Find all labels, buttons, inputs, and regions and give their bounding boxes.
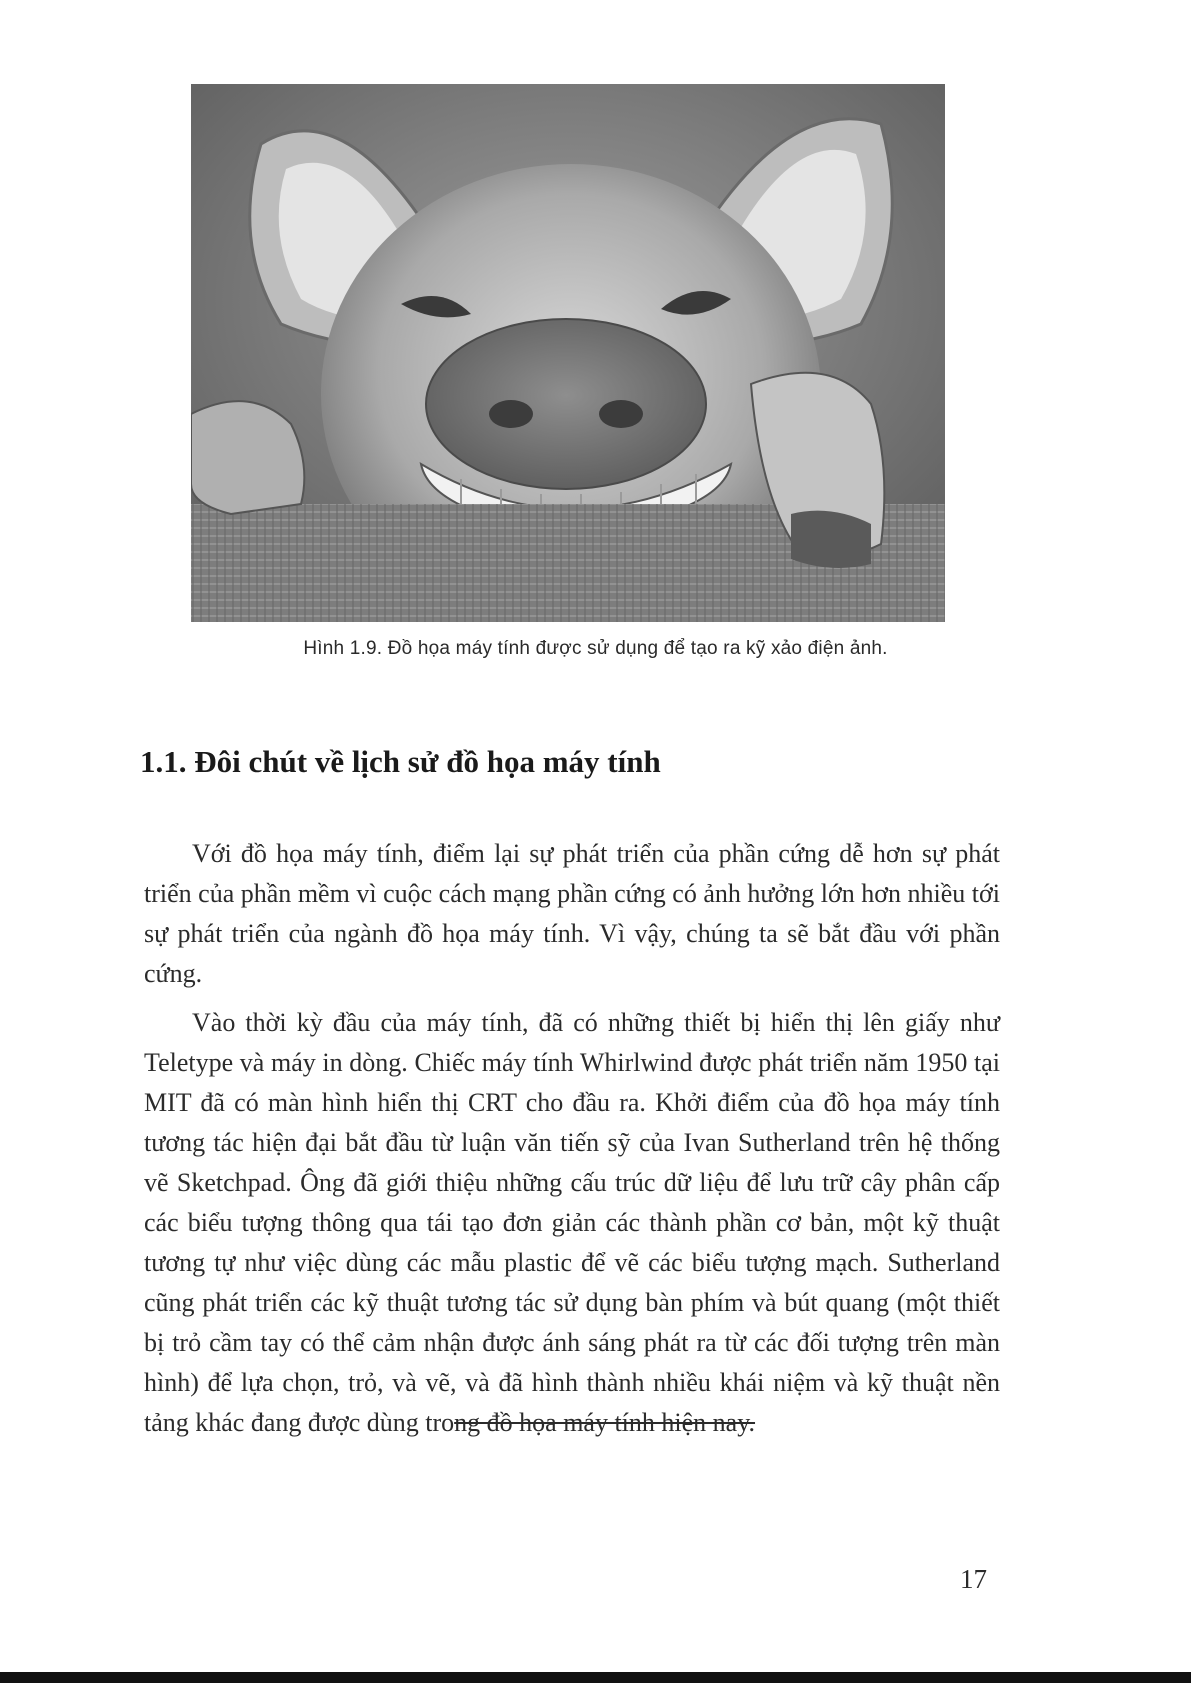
paragraph-2 [144, 1003, 1000, 1443]
figure-photo-pig [191, 84, 945, 622]
figure-caption: Hình 1.9. Đồ họa máy tính được sử dụng để tạo ra kỹ xảo điện ảnh. [303, 638, 888, 659]
section-body [144, 834, 1000, 1452]
paragraph-2-struck-text: ng đồ họa máy tính hiện nay. [454, 1408, 756, 1437]
pig-photo-illustration [191, 84, 945, 622]
paragraph-2-main: Vào thời kỳ đầu của máy tính, đã có những thiết bị hiển thị lên giấy như Teletype và máy in dòng. Chiếc máy tính Whirlwind được phát triển năm 1950 tại MIT đã có màn hình hiển thị CRT cho đầu ra. Khởi điểm của đồ họa máy tính tương tác hiện đại bắt đầu từ luận văn tiến sỹ của Ivan Sutherland trên hệ thống vẽ Sketchpad. Ông đã giới thiệu những cấu trúc dữ liệu để lưu trữ cây phân cấp các biểu tượng thông qua tái tạo đơn giản các thành phần cơ bản, một kỹ thuật tương tự như việc dùng các mẫu plastic để vẽ các biểu tượng mạch. Sutherland cũng phát triển các kỹ thuật tương tác sử dụng bàn phím và bút quang (một thiết bị trỏ cầm tay có thể cảm nhận được ánh sáng phát ra từ các đối tượng trên màn hình) để lựa chọn, trỏ, và vẽ, và đã hình thành nhiều khái niệm và kỹ thuật nền tảng khác đang được dùng tro [144, 1008, 1000, 1437]
paragraph-1: Với đồ họa máy tính, điểm lại sự phát triển của phần cứng dễ hơn sự phát triển của phần mềm vì cuộc cách mạng phần cứng có ảnh hưởng lớn hơn nhiều tới sự phát triển của ngành đồ họa máy tính. Vì vậy, chúng ta sẽ bắt đầu với phần cứng. [144, 839, 1000, 988]
section-heading: 1.1. Đôi chút về lịch sử đồ họa máy tính [140, 744, 661, 779]
page-number: 17 [960, 1564, 987, 1594]
scan-bottom-edge [0, 1672, 1191, 1683]
